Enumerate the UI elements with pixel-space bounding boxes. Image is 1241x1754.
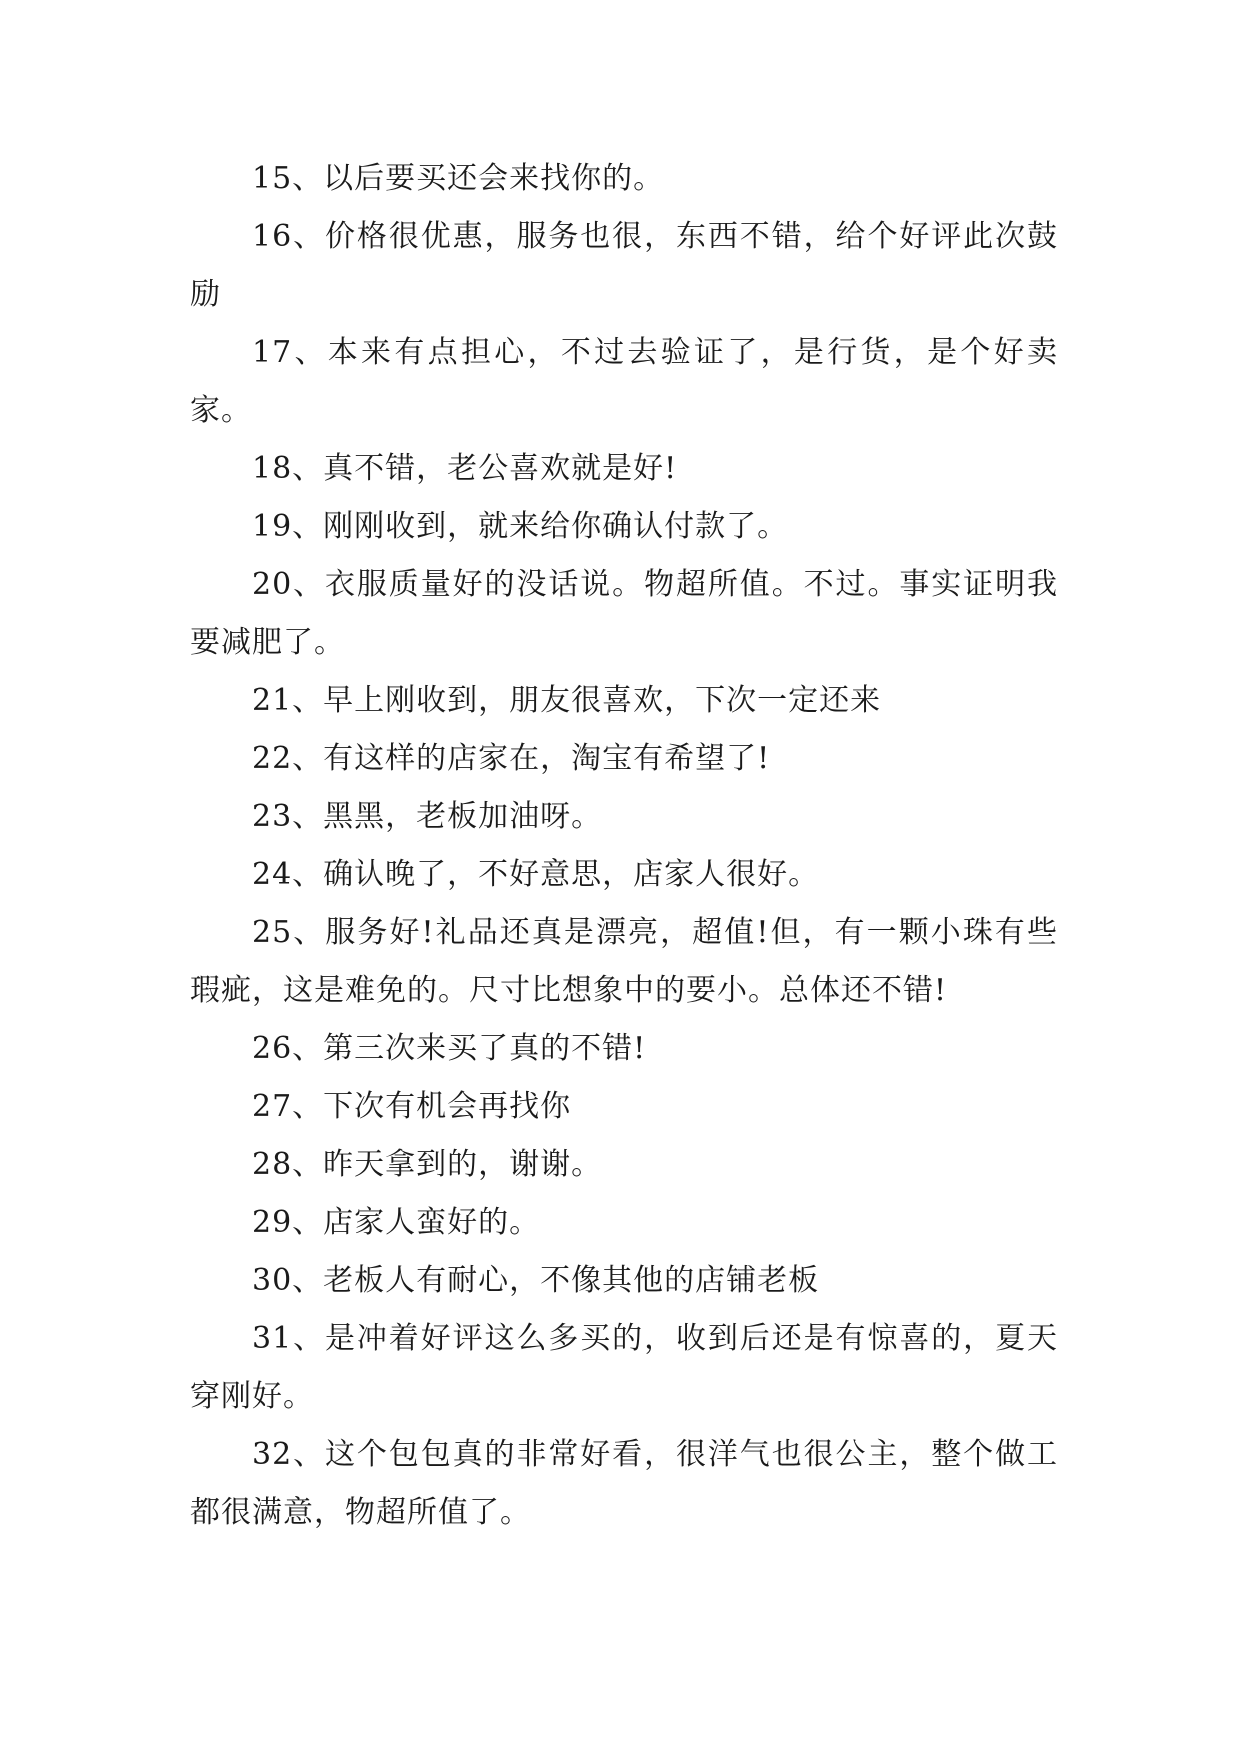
review-item-22: 22、有这样的店家在，淘宝有希望了! [252,741,771,776]
review-item-25: 25、服务好!礼品还真是漂亮，超值!但，有一颗小珠有些瑕疵，这是难免的。尺寸比想象中的要小。总体还不错! [190,915,1058,1008]
review-item-19: 19、刚刚收到，就来给你确认付款了。 [252,509,789,544]
review-item-31: 31、是冲着好评这么多买的，收到后还是有惊喜的，夏天穿刚好。 [190,1321,1058,1414]
review-item-29: 29、店家人蛮好的。 [252,1205,541,1240]
review-item-30: 30、老板人有耐心，不像其他的店铺老板 [252,1263,820,1298]
review-item-27: 27、下次有机会再找你 [252,1089,572,1124]
review-item-20: 20、衣服质量好的没话说。物超所值。不过。事实证明我要减肥了。 [190,567,1058,660]
review-item-15: 15、以后要买还会来找你的。 [252,161,665,196]
review-item-21: 21、早上刚收到，朋友很喜欢，下次一定还来 [252,683,882,718]
review-item-24: 24、确认晚了，不好意思，店家人很好。 [252,857,820,892]
review-item-23: 23、黑黑，老板加油呀。 [252,799,603,834]
review-item-28: 28、昨天拿到的，谢谢。 [252,1147,603,1182]
review-item-26: 26、第三次来买了真的不错! [252,1031,647,1066]
review-item-32: 32、这个包包真的非常好看，很洋气也很公主，整个做工都很满意，物超所值了。 [190,1437,1058,1530]
review-list [190,150,1058,1542]
review-item-16: 16、价格很优惠，服务也很，东西不错，给个好评此次鼓励 [190,219,1058,312]
review-item-18: 18、真不错，老公喜欢就是好! [252,451,678,486]
review-item-17: 17、本来有点担心，不过去验证了，是行货，是个好卖家。 [190,335,1058,428]
